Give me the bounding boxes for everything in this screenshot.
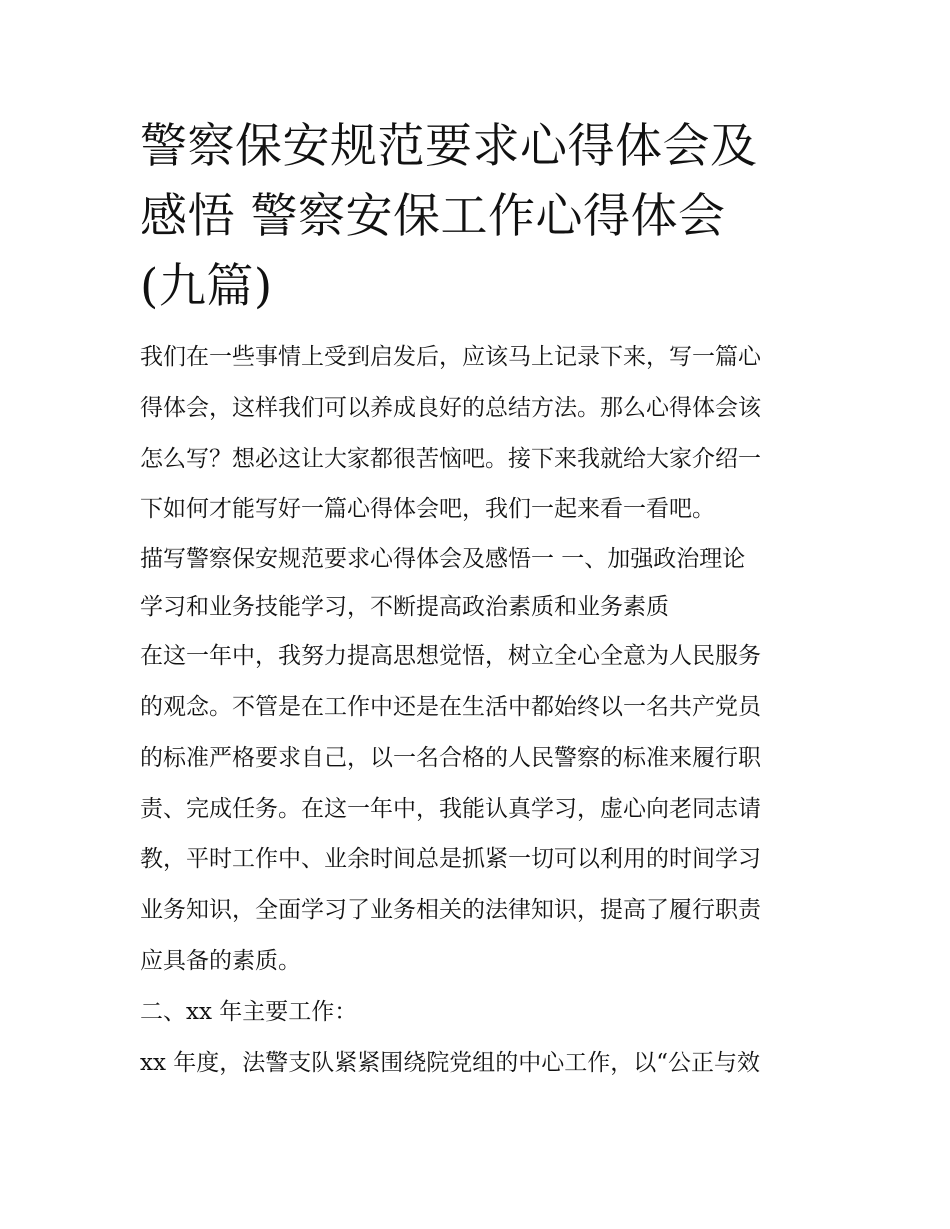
paragraph-line: 怎么写？想必这让大家都很苦恼吧。接下来我就给大家介绍一 — [140, 445, 761, 472]
paragraph-body-2 — [140, 1038, 812, 1089]
paragraph-line: 在这一年中，我努力提高思想觉悟，树立全心全意为人民服务 — [140, 643, 761, 670]
paragraph-section-heading-1 — [140, 535, 812, 631]
paragraph-line: 教，平时工作中、业余时间总是抓紧一切可以利用的时间学习 — [140, 846, 761, 873]
document-body — [140, 332, 812, 1088]
title-line-3: (九篇) — [140, 259, 273, 314]
paragraph-line: 学习和业务技能学习，不断提高政治素质和业务素质 — [140, 594, 669, 621]
document-content — [140, 112, 812, 1088]
paragraph-line: 的标准严格要求自己，以一名合格的人民警察的标准来履行职 — [140, 744, 761, 771]
title-line-1: 警察保安规范要求心得体会及 — [140, 119, 758, 174]
paragraph-section-heading-2 — [140, 987, 812, 1038]
title-line-2: 感悟 警察安保工作心得体会 — [140, 189, 726, 244]
paragraph-line: 业务知识，全面学习了业务相关的法律知识，提高了履行职责 — [140, 897, 761, 924]
paragraph-line: 下如何才能写好一篇心得体会吧，我们一起来看一看吧。 — [140, 496, 715, 523]
paragraph-line: 应具备的素质。 — [140, 947, 301, 974]
paragraph-line: xx 年度，法警支队紧紧围绕院党组的中心工作，以“公正与效 — [140, 1049, 761, 1076]
paragraph-line: 得体会，这样我们可以养成良好的总结方法。那么心得体会该 — [140, 394, 761, 421]
paragraph-intro — [140, 332, 812, 535]
paragraph-line: 责、完成任务。在这一年中，我能认真学习，虚心向老同志请 — [140, 795, 761, 822]
paragraph-line: 二、xx 年主要工作： — [140, 998, 358, 1025]
paragraph-line: 我们在一些事情上受到启发后，应该马上记录下来，写一篇心 — [140, 344, 761, 370]
paragraph-line: 描写警察保安规范要求心得体会及感悟一 一、加强政治理论 — [140, 546, 746, 573]
document-title — [140, 112, 812, 322]
paragraph-body-1 — [140, 631, 812, 987]
paragraph-line: 的观念。不管是在工作中还是在生活中都始终以一名共产党员 — [140, 693, 761, 720]
